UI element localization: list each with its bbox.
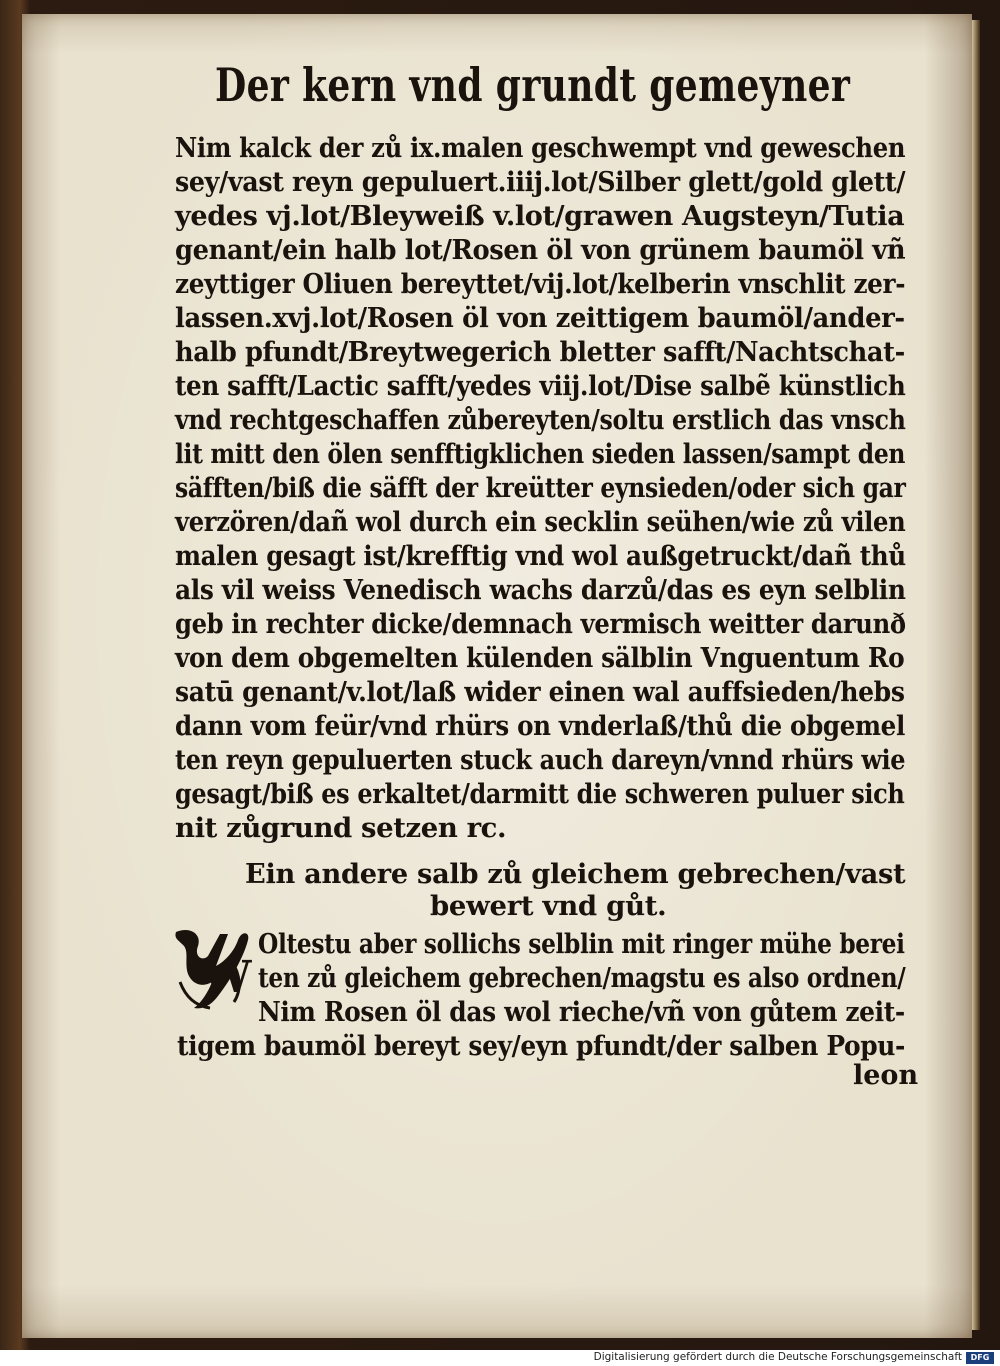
- text-line: ten safft/Lactic safft/yedes viij.lot/Dise salbẽ künstlich: [175, 370, 906, 402]
- text-line: als vil weiss Venedisch wachs darzů/das es eyn selblin: [175, 574, 906, 606]
- text-line: verzören/dañ wol durch ein secklin seühen/wie zů vilen: [175, 506, 906, 538]
- text-line: Nim kalck der zů ix.malen geschwempt vnd geweschen: [175, 132, 906, 164]
- text-line: lit mitt den ölen senfftigklichen sieden lassen/sampt den: [175, 438, 906, 470]
- text-line: yedes vj.lot/Bleyweiß v.lot/grawen Augsteyn/Tutia: [175, 200, 905, 232]
- footer-bar: [0, 1350, 1000, 1366]
- text-line: säfften/biß die säfft der kreütter eynsieden/oder sich gar: [175, 472, 906, 504]
- running-head: Der kern vnd grundt gemeyner: [215, 58, 851, 112]
- text-line: gesagt/biß es erkaltet/darmitt die schweren puluer sich: [175, 778, 905, 810]
- catchword: leon: [853, 1060, 919, 1091]
- text-line: dann vom feür/vnd rhürs on vnderlaß/thů die obgemel: [175, 710, 905, 742]
- text-line: lassen.xvj.lot/Rosen öl von zeittigem baumöl/ander-: [175, 302, 905, 334]
- text-line: tigem baumöl bereyt sey/eyn pfundt/der salben Popu-: [177, 1030, 906, 1062]
- heading-line: Ein andere salb zů gleichem gebrechen/vast: [245, 858, 906, 890]
- text-line: ten reyn gepuluerten stuck auch dareyn/vnnd rhürs wie: [175, 744, 906, 776]
- page-edge: [972, 20, 980, 1330]
- text-line: satū genant/v.lot/laß wider einen wal auffsieden/hebs: [175, 676, 905, 708]
- dfg-logo: DFG: [966, 1352, 994, 1364]
- heading-line: bewert vnd gůt.: [430, 890, 667, 922]
- text-line: malen gesagt ist/krefftig vnd wol außgetruckt/dañ thů: [175, 540, 906, 572]
- text-line: geb in rechter dicke/demnach vermisch weitter darunð: [175, 608, 906, 640]
- text-line: zeyttiger Oliuen bereyttet/vij.lot/kelberin vnschlit zer-: [175, 268, 906, 300]
- decorated-initial-w: [172, 922, 252, 1014]
- text-line: sey/vast reyn gepuluert.iiij.lot/Silber glett/gold glett/: [175, 166, 906, 198]
- text-line: Nim Rosen öl das wol rieche/vñ von gůtem zeit-: [258, 996, 905, 1028]
- text-line: von dem obgemelten külenden sälblin Vnguentum Ro: [175, 642, 905, 674]
- text-line: Oltestu aber sollichs selblin mit ringer mühe berei: [258, 928, 905, 960]
- initial-letter: W: [202, 952, 252, 1003]
- funding-credit: Digitalisierung gefördert durch die Deutsche Forschungsgemeinschaft: [593, 1351, 962, 1363]
- text-line: vnd rechtgeschaffen zůbereyten/soltu erstlich das vnsch: [175, 404, 906, 436]
- text-line: ten zů gleichem gebrechen/magstu es also ordnen/: [258, 962, 906, 994]
- text-line: nit zůgrund setzen rc.: [175, 812, 507, 844]
- text-line: halb pfundt/Breytwegerich bletter safft/Nachtschat-: [175, 336, 905, 368]
- text-line: genant/ein halb lot/Rosen öl von grünem baumöl vñ: [175, 234, 906, 266]
